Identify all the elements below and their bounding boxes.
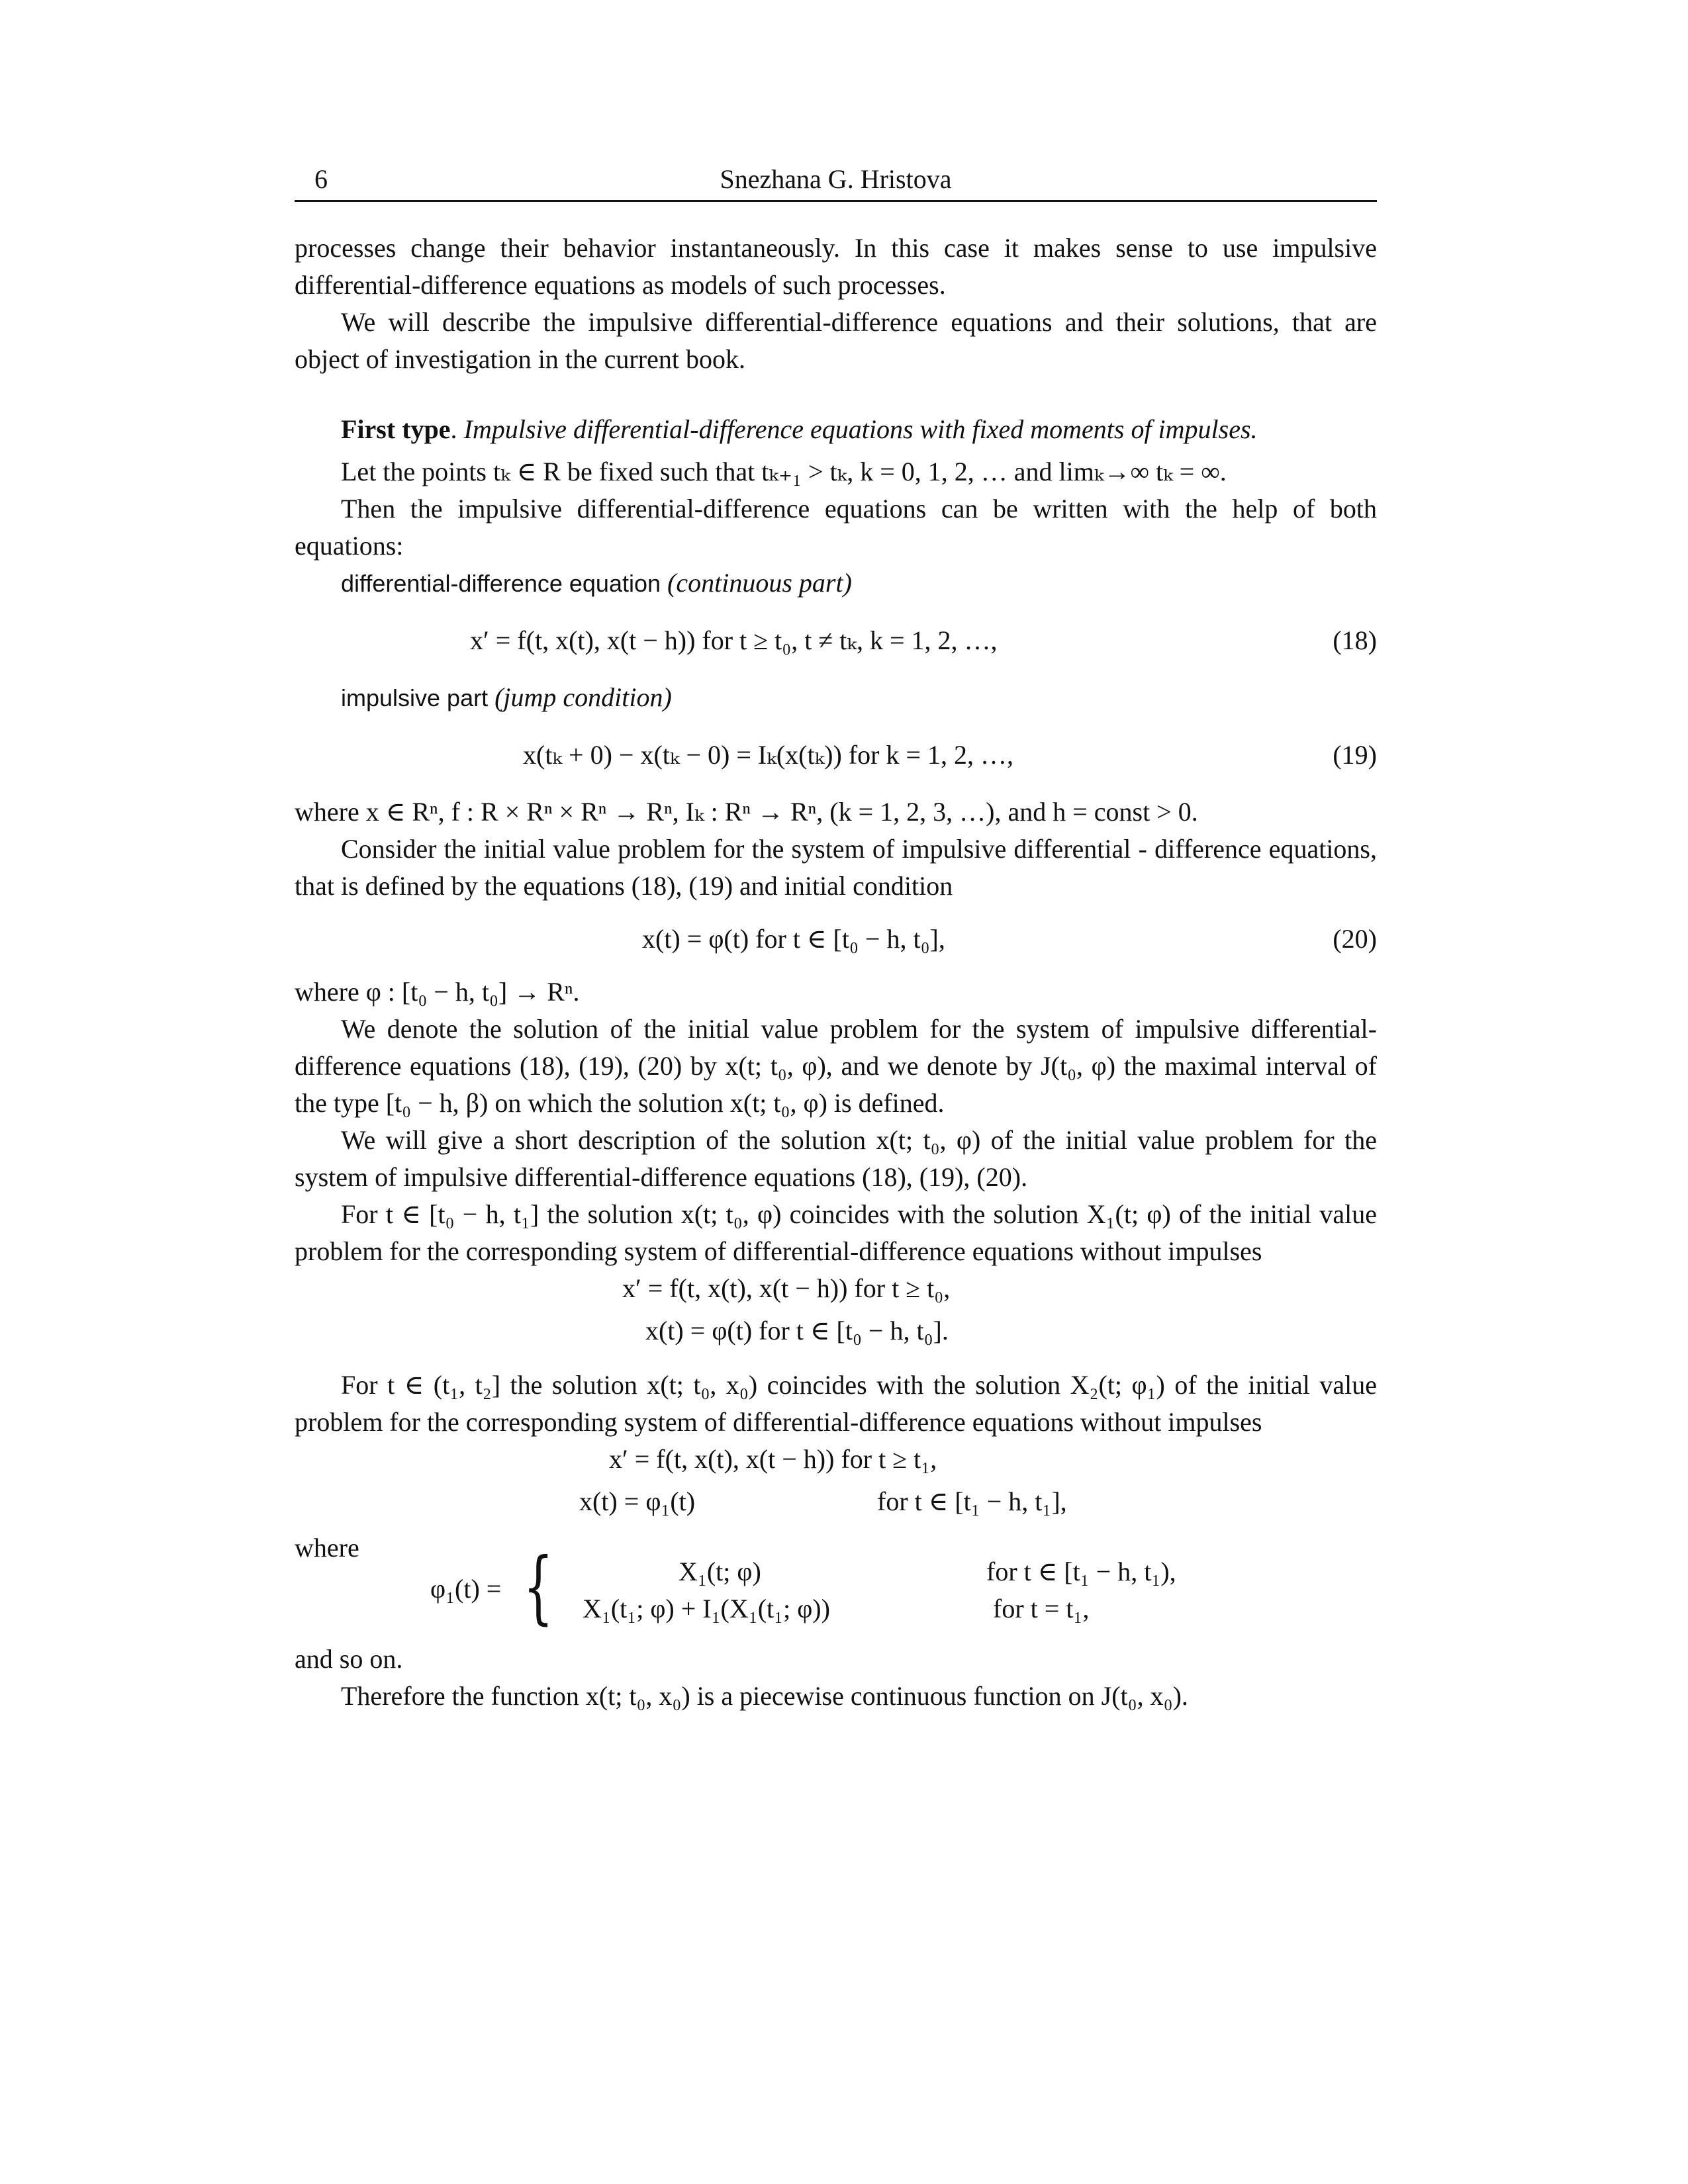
system-1-line-1: x′ = f(t, x(t), x(t − h)) for t ≥ t₀,	[622, 1273, 951, 1303]
equation-19	[295, 737, 1377, 774]
equation-body: x(t) = φ(t) for t ∈ [t₀ − h, t₀],	[642, 924, 945, 954]
page	[295, 159, 1377, 1715]
paragraph: Therefore the function x(t; t₀, x₀) is a piecewise continuous function on J(t₀, x₀).	[341, 1681, 1188, 1711]
paragraph: Let the points tₖ ∈ R be fixed such that tₖ₊₁ > tₖ, k = 0, 1, 2, … and limₖ→∞ tₖ = ∞.	[341, 457, 1227, 486]
paragraph: Then the impulsive differential-difference equations can be written with the help of both equations:	[295, 494, 1377, 561]
system-2-line-2: x(t) = φ₁(t) for t ∈ [t₁ − h, t₁],	[579, 1486, 1067, 1516]
phi1-definition: φ₁(t) = { X₁(t; φ) for t ∈ [t₁ − h, t₁), X₁(t₁; φ) + I₁(X₁(t₁; φ)) for t = t₁,	[430, 1541, 1176, 1633]
page-header	[295, 159, 1377, 202]
continuous-part-label: differential-difference equation (continuous part)	[341, 568, 852, 598]
paragraph: where x ∈ Rⁿ, f : R × Rⁿ × Rⁿ → Rⁿ, Iₖ : Rⁿ → Rⁿ, (k = 1, 2, 3, …), and h = const > 0.	[295, 797, 1198, 827]
equation-number: (18)	[1333, 625, 1377, 655]
left-brace-icon: {	[523, 1541, 554, 1633]
paragraph: We denote the solution of the initial value problem for the system of impulsive differential-difference equations (18), (19), (20) by x(t; t₀, φ), and we denote by J(t₀, φ) the maximal interval of the type [t₀ − h, β) on which the solution x(t; t₀, φ) is defined.	[295, 1014, 1377, 1118]
first-type-label: First type	[341, 414, 451, 444]
equation-number: (19)	[1333, 740, 1377, 770]
equation-18	[295, 622, 1377, 659]
where-label: where	[295, 1533, 359, 1563]
paragraph: processes change their behavior instantaneously. In this case it makes sense to use impulsive differential-difference equations as models of such processes.	[295, 233, 1377, 300]
first-type-title: Impulsive differential-difference equations with fixed moments of impulses.	[463, 414, 1258, 444]
paragraph: and so on.	[295, 1644, 403, 1674]
paragraph: Consider the initial value problem for the system of impulsive differential - difference equations, that is defined by the equations (18), (19) and initial condition	[295, 834, 1377, 901]
section-heading: First type. Impulsive differential-difference equations with fixed moments of impulses.	[341, 414, 1258, 444]
system-2-line-1: x′ = f(t, x(t), x(t − h)) for t ≥ t₁,	[609, 1444, 937, 1474]
paragraph: For t ∈ (t₁, t₂] the solution x(t; t₀, x₀) coincides with the solution X₂(t; φ₁) of the initial value problem for the corresponding system of differential-difference equations without impulses	[295, 1370, 1377, 1437]
equation-body: x′ = f(t, x(t), x(t − h)) for t ≥ t₀, t ≠ tₖ, k = 1, 2, …,	[470, 625, 998, 655]
paragraph: We will give a short description of the solution x(t; t₀, φ) of the initial value problem for the system of impulsive differential-difference equations (18), (19), (20).	[295, 1125, 1377, 1192]
impulsive-part-label: impulsive part (jump condition)	[341, 682, 672, 712]
equation-20	[295, 921, 1377, 958]
system-1-line-2: x(t) = φ(t) for t ∈ [t₀ − h, t₀].	[645, 1316, 949, 1345]
equation-body: x(tₖ + 0) − x(tₖ − 0) = Iₖ(x(tₖ)) for k = 1, 2, …,	[523, 740, 1014, 770]
paragraph: We will describe the impulsive differential-difference equations and their solutions, that are object of investigation in the current book.	[295, 307, 1377, 374]
running-head: Snezhana G. Hristova	[720, 164, 952, 194]
phi1-lhs: φ₁(t) =	[430, 1574, 502, 1604]
page-number: 6	[314, 164, 328, 194]
paragraph: For t ∈ [t₀ − h, t₁] the solution x(t; t₀, φ) coincides with the solution X₁(t; φ) of the initial value problem for the corresponding system of differential-difference equations without impulses	[295, 1199, 1377, 1266]
equation-number: (20)	[1333, 924, 1377, 954]
paragraph: where φ : [t₀ − h, t₀] → Rⁿ.	[295, 977, 580, 1007]
